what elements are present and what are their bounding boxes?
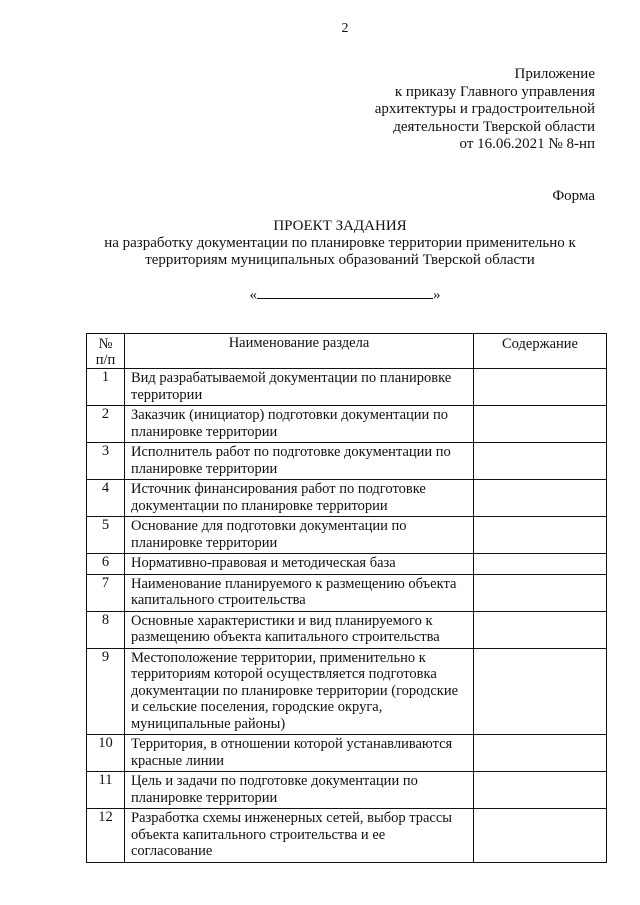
form-label: Форма (552, 188, 595, 204)
page-number: 2 (341, 21, 349, 36)
row-number: 5 (87, 517, 125, 554)
row-section-name: Территория, в отношении которой устанавливаются красные линии (125, 735, 474, 772)
row-number: 4 (87, 480, 125, 517)
row-number: 7 (87, 574, 125, 611)
quote-close: » (433, 287, 441, 303)
row-number: 3 (87, 443, 125, 480)
document-title (60, 218, 620, 269)
table-row (87, 480, 607, 517)
table-row (87, 735, 607, 772)
row-content (474, 772, 607, 809)
assignment-table (86, 333, 607, 863)
row-section-name: Цель и задачи по подготовке документации по планировке территории (125, 772, 474, 809)
table-row (87, 369, 607, 406)
table-row (87, 406, 607, 443)
row-content (474, 809, 607, 863)
row-section-name: Местоположение территории, применительно к территориям которой осуществляется подготовка документации по планировке территории (городские и сельские поселения, городские округа, муниципальные районы) (125, 648, 474, 735)
table-row (87, 443, 607, 480)
table-row (87, 648, 607, 735)
header-section-name: Наименование раздела (125, 334, 474, 369)
appendix-line: от 16.06.2021 № 8-нп (459, 136, 595, 152)
row-content (474, 735, 607, 772)
row-section-name: Основные характеристики и вид планируемого к размещению объекта капитального строительства (125, 611, 474, 648)
header-number-line: № (98, 336, 113, 352)
title-heading: ПРОЕКТ ЗАДАНИЯ (273, 218, 407, 234)
title-line: территориям муниципальных образований Тверской области (145, 252, 535, 268)
row-number: 1 (87, 369, 125, 406)
table-row (87, 574, 607, 611)
row-number: 8 (87, 611, 125, 648)
appendix-block (375, 66, 595, 154)
row-content (474, 480, 607, 517)
row-number: 2 (87, 406, 125, 443)
appendix-line: к приказу Главного управления (394, 83, 595, 100)
appendix-line: Приложение (514, 66, 595, 82)
row-number: 11 (87, 772, 125, 809)
header-number (87, 334, 125, 369)
row-content (474, 611, 607, 648)
header-number-line: п/п (95, 352, 116, 368)
project-name-field (0, 286, 640, 304)
row-number: 6 (87, 554, 125, 575)
table-header-row (87, 334, 607, 369)
header-content: Содержание (474, 334, 607, 369)
table-body (87, 369, 607, 863)
row-content (474, 554, 607, 575)
row-number: 10 (87, 735, 125, 772)
table-row (87, 809, 607, 863)
row-content (474, 369, 607, 406)
row-content (474, 406, 607, 443)
table-row (87, 611, 607, 648)
appendix-line: деятельности Тверской области (393, 118, 595, 135)
row-content (474, 443, 607, 480)
row-section-name: Источник финансирования работ по подготовке документации по планировке территории (125, 480, 474, 517)
row-section-name: Вид разрабатываемой документации по планировке территории (125, 369, 474, 406)
blank-underline (257, 286, 433, 299)
row-section-name: Наименование планируемого к размещению объекта капитального строительства (125, 574, 474, 611)
title-line: на разработку документации по планировке территории применительно к (104, 235, 576, 251)
table-row (87, 554, 607, 575)
table-row (87, 772, 607, 809)
row-content (474, 648, 607, 735)
row-section-name: Разработка схемы инженерных сетей, выбор трассы объекта капитального строительства и ее согласование (125, 809, 474, 863)
row-content (474, 517, 607, 554)
row-number: 9 (87, 648, 125, 735)
row-number: 12 (87, 809, 125, 863)
row-section-name: Заказчик (инициатор) подготовки документации по планировке территории (125, 406, 474, 443)
row-section-name: Основание для подготовки документации по планировке территории (125, 517, 474, 554)
row-content (474, 574, 607, 611)
row-section-name: Нормативно-правовая и методическая база (125, 554, 474, 575)
appendix-line: архитектуры и градостроительной (374, 101, 595, 117)
table-row (87, 517, 607, 554)
row-section-name: Исполнитель работ по подготовке документации по планировке территории (125, 443, 474, 480)
quote-open: « (249, 287, 257, 303)
